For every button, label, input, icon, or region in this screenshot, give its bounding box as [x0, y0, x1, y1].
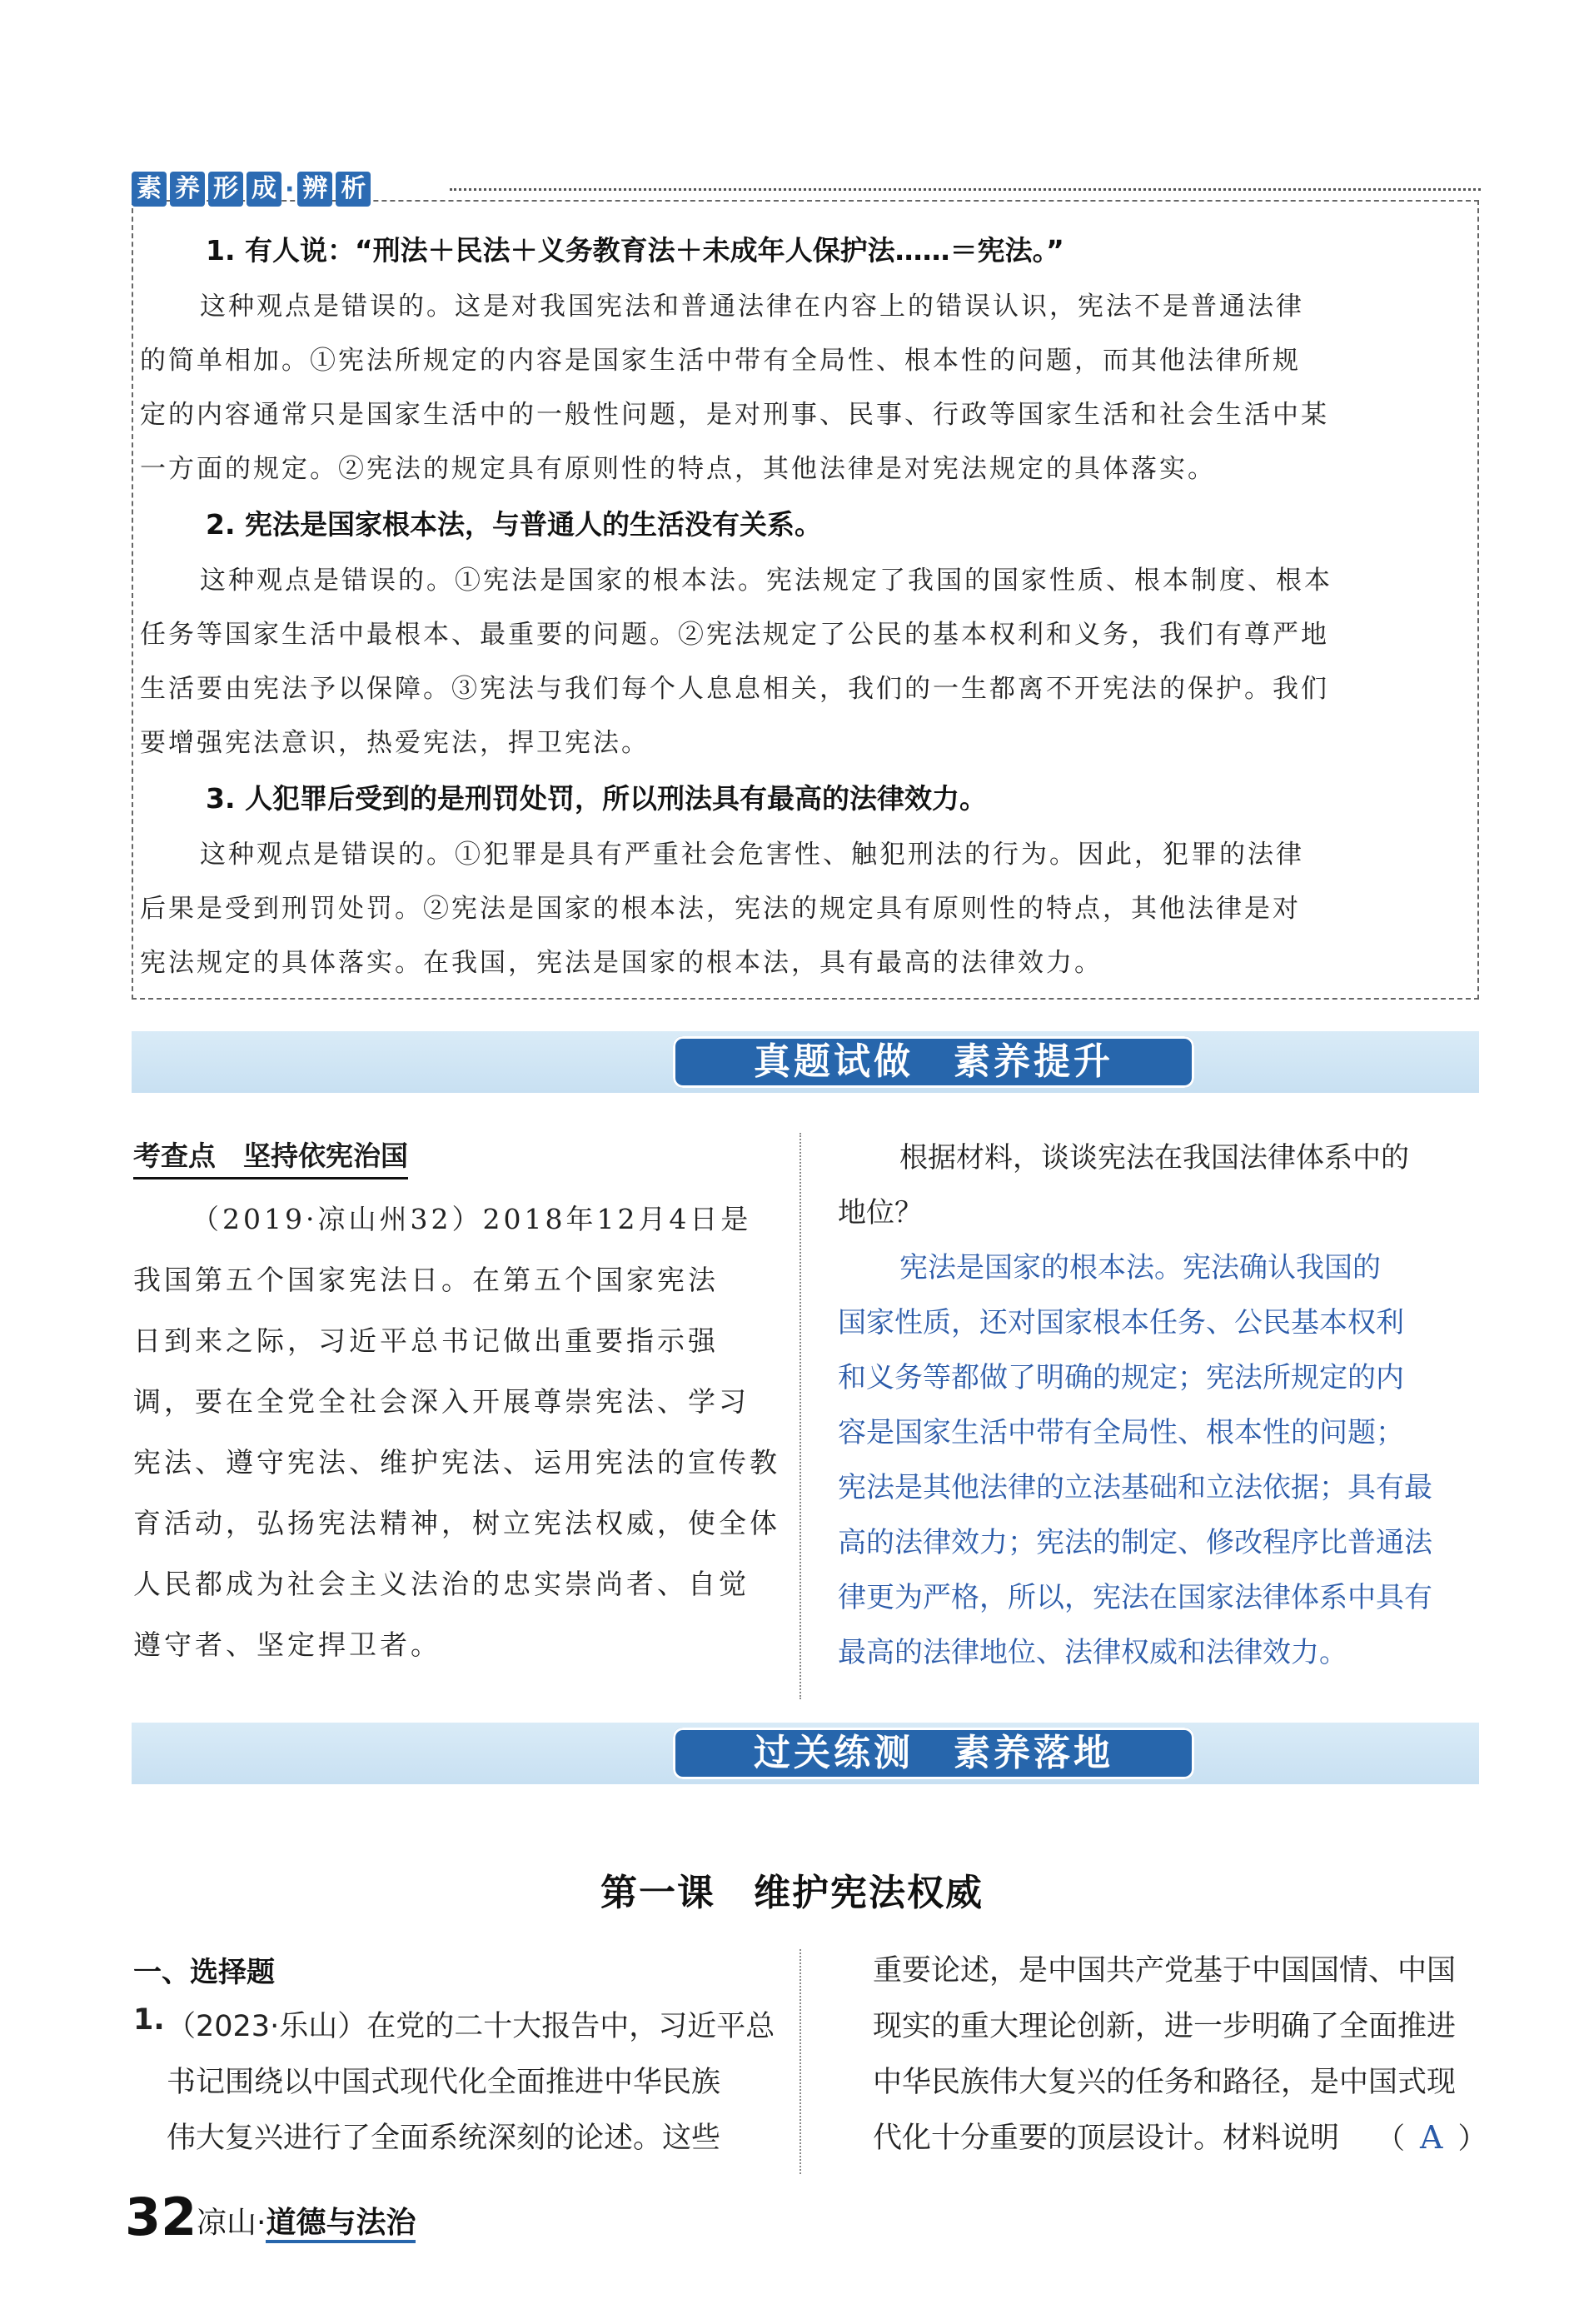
material-line: 日到来之际，习近平总书记做出重要指示强	[133, 1324, 719, 1357]
answer-line: 高的法律效力；宪法的制定、修改程序比普通法	[838, 1526, 1432, 1559]
section-banner	[132, 1031, 1479, 1093]
answer-line: 容是国家生活中带有全局性、根本性的问题；	[838, 1416, 1404, 1449]
question-line: 书记围绕以中国式现代化全面推进中华民族	[167, 2066, 721, 2099]
footer-title	[197, 2199, 416, 2242]
answer-line: 国家性质，还对国家根本任务、公民基本权利	[838, 1306, 1404, 1339]
tab-char: 形	[208, 172, 243, 207]
analysis-answer-line: 这种观点是错误的。①宪法是国家的根本法。宪法规定了我国的国家性质、根本制度、根本	[200, 566, 1332, 596]
tab-char: 养	[170, 172, 205, 207]
question-prompt-line: 根据材料，谈谈宪法在我国法律体系中的	[899, 1141, 1409, 1174]
question-number: 1.	[133, 2003, 165, 2037]
question-line: 重要论述，是中国共产党基于中国国情、中国	[873, 1954, 1457, 1987]
analysis-answer-line: 这种观点是错误的。这是对我国宪法和普通法律在内容上的错误认识，宪法不是普通法律	[200, 292, 1304, 322]
material-line: 宪法、遵守宪法、维护宪法、运用宪法的宣传教	[133, 1446, 780, 1479]
material-line: 遵守者、坚定捍卫者。	[133, 1628, 441, 1661]
analysis-answer-line: 生活要由宪法予以保障。③宪法与我们每个人息息相关，我们的一生都离不开宪法的保护。我们	[140, 674, 1329, 704]
material-line: 我国第五个国家宪法日。在第五个国家宪法	[133, 1264, 719, 1296]
analysis-answer-line: 宪法规定的具体落实。在我国，宪法是国家的根本法，具有最高的法律效力。	[140, 948, 1103, 978]
footer-subject: 道德与法治	[266, 2206, 416, 2243]
section-heading: 一、选择题	[133, 1956, 275, 1989]
answer-line: 宪法是其他法律的立法基础和立法依据；具有最	[838, 1471, 1432, 1504]
material-line: 调，要在全党全社会深入开展尊崇宪法、学习	[133, 1385, 750, 1418]
analysis-question-3: 3. 人犯罪后受到的是刑罚处罚，所以刑法具有最高的法律效力。	[206, 782, 987, 815]
column-divider	[799, 1949, 801, 2174]
question-line: 中华民族伟大复兴的任务和路径，是中国式现	[873, 2066, 1457, 2099]
tab-char: 成	[247, 172, 281, 207]
question-line: 现实的重大理论创新，进一步明确了全面推进	[873, 2010, 1457, 2043]
analysis-answer-line: 要增强宪法意识，热爱宪法，捍卫宪法。	[140, 728, 650, 758]
key-point-heading: 考查点 坚持依宪治国	[133, 1135, 408, 1179]
analysis-tab-label	[132, 170, 371, 208]
banner-title: 过关练测 素养落地	[673, 1728, 1194, 1779]
answer-line: 和义务等都做了明确的规定；宪法所规定的内	[838, 1361, 1404, 1394]
answer-open-paren: （	[1376, 2122, 1406, 2156]
tab-dot: ·	[285, 174, 295, 204]
answer-line: 最高的法律地位、法律权威和法律效力。	[838, 1636, 1347, 1669]
page-number: 32	[125, 2187, 197, 2247]
analysis-answer-line: 这种观点是错误的。①犯罪是具有严重社会危害性、触犯刑法的行为。因此，犯罪的法律	[200, 840, 1304, 870]
answer-letter: A	[1420, 2119, 1443, 2156]
material-line: （2019·凉山州32）2018年12月4日是	[192, 1203, 752, 1235]
section-banner	[132, 1723, 1479, 1784]
material-line: 人民都成为社会主义法治的忠实崇尚者、自觉	[133, 1568, 750, 1600]
tab-char: 素	[132, 172, 167, 207]
analysis-answer-line: 的简单相加。①宪法所规定的内容是国家生活中带有全局性、根本性的问题，而其他法律所规	[140, 346, 1301, 376]
question-line: 伟大复兴进行了全面系统深刻的论述。这些	[167, 2122, 721, 2155]
lesson-title: 第一课 维护宪法权威	[600, 1872, 984, 1914]
question-prompt-line: 地位？	[838, 1196, 923, 1229]
analysis-answer-line: 后果是受到刑罚处罚。②宪法是国家的根本法，宪法的规定具有原则性的特点，其他法律是对	[140, 894, 1301, 924]
banner-title: 真题试做 素养提升	[673, 1036, 1194, 1088]
material-line: 育活动，弘扬宪法精神，树立宪法权威，使全体	[133, 1507, 780, 1539]
footer-region: 凉山·	[197, 2206, 266, 2240]
question-line: （2023·乐山）在党的二十大报告中，习近平总	[167, 2010, 775, 2043]
tab-char: 析	[336, 172, 371, 207]
answer-blank	[1376, 2116, 1487, 2157]
analysis-question-2: 2. 宪法是国家根本法，与普通人的生活没有关系。	[206, 508, 822, 541]
answer-line: 律更为严格，所以，宪法在国家法律体系中具有	[838, 1581, 1432, 1614]
tab-char: 辨	[297, 172, 332, 207]
analysis-question-1: 1. 有人说：“刑法＋民法＋义务教育法＋未成年人保护法……＝宪法。”	[206, 234, 1064, 267]
analysis-answer-line: 定的内容通常只是国家生活中的一般性问题，是对刑事、民事、行政等国家生活和社会生活中某	[140, 400, 1329, 430]
analysis-answer-line: 任务等国家生活中最根本、最重要的问题。②宪法规定了公民的基本权利和义务，我们有尊严地	[140, 620, 1329, 650]
answer-close-paren: ）	[1457, 2122, 1487, 2156]
tab-rule	[450, 188, 1481, 191]
answer-line: 宪法是国家的根本法。宪法确认我国的	[899, 1251, 1381, 1284]
question-line: 代化十分重要的顶层设计。材料说明	[873, 2122, 1340, 2155]
column-divider	[799, 1133, 801, 1699]
analysis-answer-line: 一方面的规定。②宪法的规定具有原则性的特点，其他法律是对宪法规定的具体落实。	[140, 454, 1216, 484]
